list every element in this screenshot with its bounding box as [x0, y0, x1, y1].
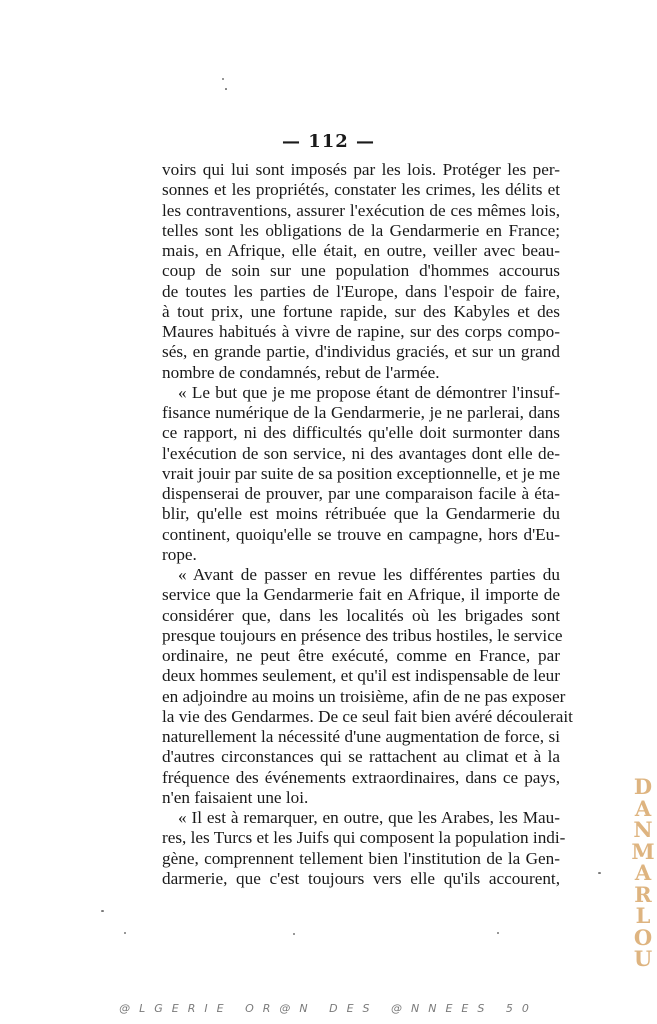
text-line: fréquence des événements extraordinaires, dans ce pays, — [162, 767, 560, 787]
paragraph-1 — [162, 160, 560, 383]
text-line: de toutes les parties de l'Europe, dans l'espoir de faire, — [162, 281, 560, 301]
text-line: Maures habitués à vivre de rapine, sur des corps compo- — [162, 322, 560, 341]
watermark-letter: M — [631, 838, 655, 864]
page-number: — 112 — — [281, 131, 376, 152]
text-line: « Avant de passer en revue les différentes parties du — [178, 565, 560, 584]
text-line: sonnes et les propriétés, constater les crimes, les délits et — [162, 180, 560, 200]
text-line: ordinaire, ne peut être exécuté, comme en France, par — [162, 646, 560, 665]
text-line: deux hommes seulement, et qu'il est indispensable de leur — [162, 666, 560, 686]
text-line: à tout prix, une fortune rapide, sur des Kabyles et des — [162, 301, 560, 321]
scan-speck — [101, 910, 104, 912]
watermark-letter: A — [634, 795, 652, 821]
text-line: « Le but que je me propose étant de démontrer l'insuf- — [178, 382, 560, 402]
watermark-letter: N — [633, 817, 653, 842]
text-line: l'exécution de son service, ni des avantages dont elle de- — [162, 443, 560, 463]
paragraph-3 — [162, 565, 573, 808]
text-line: nombre de condamnés, rebut de l'armée. — [162, 362, 440, 382]
text-line: res, les Turcs et les Juifs qui composent la population indi- — [162, 828, 566, 848]
text-line: voirs qui lui sont imposés par les lois. Protéger les per- — [162, 160, 560, 179]
scan-speck — [293, 933, 295, 935]
paragraph-4 — [162, 808, 566, 889]
text-line: service que la Gendarmerie fait en Afrique, il importe de — [162, 585, 560, 605]
text-line: n'en faisaient une loi. — [162, 787, 309, 807]
scan-speck — [497, 932, 499, 934]
watermark-letter: D — [633, 774, 653, 799]
text-line: blir, qu'elle est moins rétribuée que la Gendarmerie du — [162, 504, 560, 524]
text-line: naturellement la nécessité d'une augmentation de force, si — [162, 727, 560, 746]
text-line: coup de soin sur une population d'hommes accourus — [162, 261, 560, 281]
watermark-letter: A — [634, 860, 652, 885]
text-line: vrait jouir par suite de sa position exceptionnelle, et je me — [162, 463, 560, 483]
watermark-letter: O — [633, 924, 653, 950]
footer-caption: @LGERIE OR@N DES @NNEES 50 — [119, 1002, 538, 1015]
text-line: « Il est à remarquer, en outre, que les Arabes, les Mau- — [178, 808, 560, 827]
watermark-letter: U — [633, 946, 653, 971]
text-line: gène, comprennent tellement bien l'institution de la Gen- — [162, 848, 560, 868]
paragraph-2 — [162, 383, 560, 565]
text-line: rope. — [162, 544, 197, 564]
watermark-letter: R — [634, 881, 652, 907]
text-line: ce rapport, ni des difficultés qu'elle doit surmonter dans — [162, 423, 560, 443]
scan-speck — [222, 78, 224, 80]
text-line: fisance numérique de la Gendarmerie, je ne parlerai, dans — [162, 403, 560, 422]
text-line: la vie des Gendarmes. De ce seul fait bien avéré découlerait — [162, 706, 573, 726]
text-line: mais, en Afrique, elle était, en outre, veiller avec beau- — [162, 241, 560, 260]
text-line: les contraventions, assurer l'exécution de ces mêmes lois, — [162, 200, 560, 220]
text-line: dispenserai de prouver, par une comparaison facile à éta- — [162, 484, 560, 503]
text-line: telles sont les obligations de la Gendarmerie en France; — [162, 220, 560, 240]
watermark — [629, 776, 657, 970]
text-line: sés, en grande partie, d'individus graciés, et sur un grand — [162, 342, 560, 362]
scan-speck — [124, 932, 126, 934]
scan-speck — [598, 872, 601, 874]
text-line: d'autres circonstances qui se rattachent au climat et à la — [162, 747, 560, 767]
page-body — [162, 160, 573, 889]
text-line: considérer que, dans les localités où les brigades sont — [162, 605, 560, 625]
text-line: continent, quoiqu'elle se trouve en campagne, hors d'Eu- — [162, 524, 560, 544]
text-line: en adjoindre au moins un troisième, afin de ne pas exposer — [162, 686, 566, 706]
watermark-letter: L — [635, 903, 651, 928]
text-line: presque toujours en présence des tribus hostiles, le service — [162, 625, 563, 645]
text-line: darmerie, que c'est toujours vers elle qu'ils accourent, — [162, 868, 560, 888]
scan-speck — [225, 88, 227, 90]
